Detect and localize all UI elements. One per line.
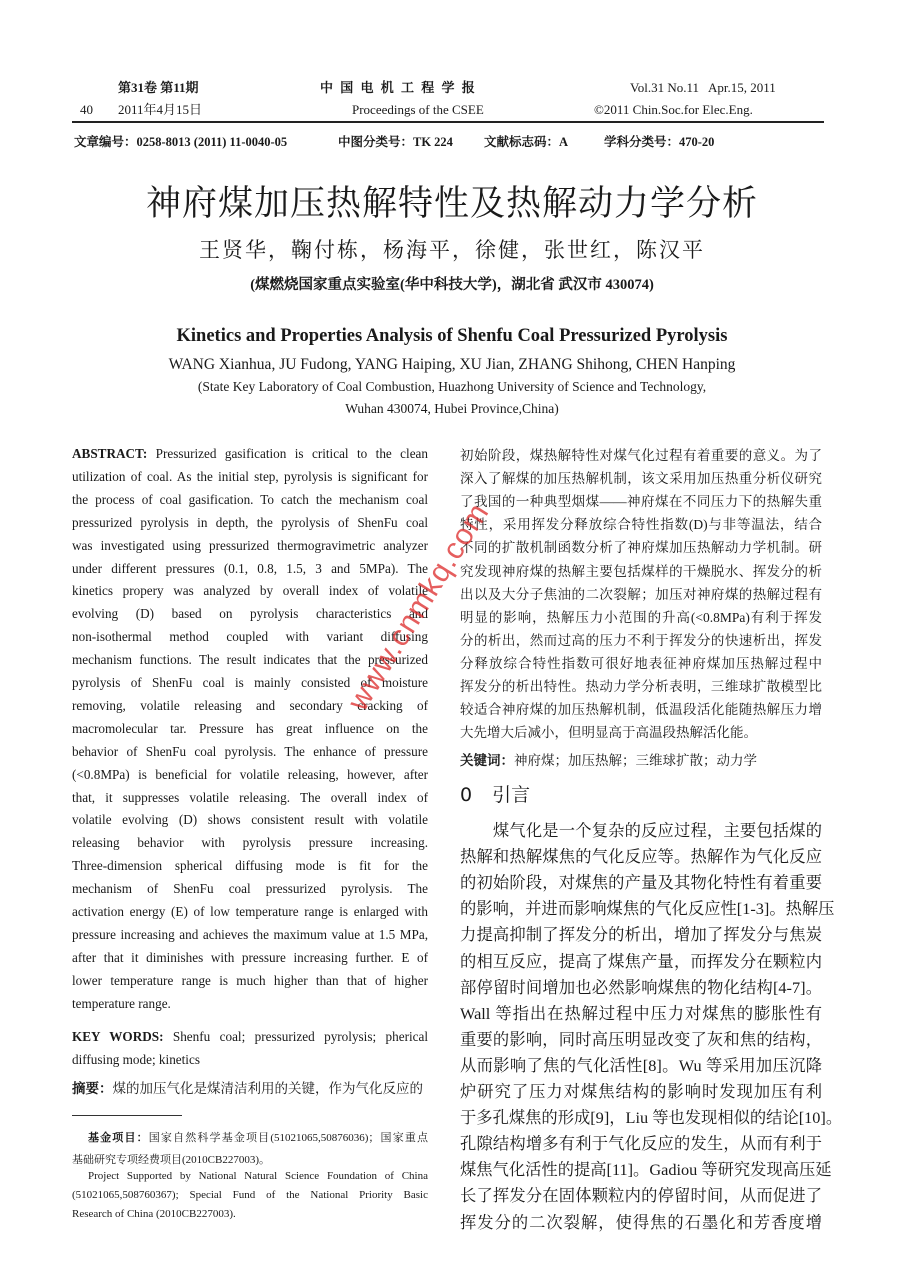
abstract-line: activation energy (E) of low temperature range is enlarged with xyxy=(72,904,428,919)
abstract-cn-line: 大先增大后减小，但明显高于高温段热解活化能。 xyxy=(460,725,757,741)
abstract-line: non-isothermal method coupled with variant diffusing xyxy=(72,629,428,645)
abstract-line: kinetics propery was analyzed by overall index of volatile xyxy=(72,583,428,599)
title-cn: 神府煤加压热解特性及热解动力学分析 xyxy=(145,184,758,223)
abstract-line: mechanism functions. The result indicates that the pressurized xyxy=(72,652,428,668)
footnote-line: Research of China (2010CB227003). xyxy=(72,1208,236,1220)
abstract-cn-line: 不同的扩散机制函数分析了神府煤加压热解动力学机制。研 xyxy=(460,540,822,556)
keywords-cn-text: 神府煤；加压热解；三维球扩散；动力学 xyxy=(514,753,757,768)
journal-name-cn: 中 国 电 机 工 程 学 报 xyxy=(320,80,477,95)
abstract-line: under different pressures (0.1, 0.8, 1.5, 3 and 5MPa). The xyxy=(72,560,428,576)
intro-line: 从而影响了焦的气化活性[8]。Wu 等采用加压沉降 xyxy=(460,1055,822,1075)
abstract-line: (<0.8MPa) is beneficial for volatile releasing, however, after xyxy=(72,766,428,782)
footnote-rule xyxy=(72,1115,182,1116)
abstract-cn-line: 分的析出，然而过高的压力不利于挥发分的快速析出，挥发 xyxy=(460,632,822,648)
section-heading xyxy=(460,780,530,807)
footnote-label: 基金项目： xyxy=(88,1132,149,1144)
header-rule xyxy=(72,121,824,123)
footnote-line xyxy=(88,1129,428,1145)
abstract-line: the process of coal gasification. To catch the mechanism coal xyxy=(72,491,428,507)
abstract-label: ABSTRACT: xyxy=(72,446,148,461)
abstract-cn-line: 出以及大分子焦油的二次裂解；加压对神府煤的热解过程有 xyxy=(460,586,822,602)
intro-line: 部停留时间增加也必然影响煤焦的物化结构[4-7]。 xyxy=(460,977,822,997)
keywords-line xyxy=(72,1029,428,1045)
footnote-line: Project Supported by National Natural Science Foundation of China xyxy=(88,1170,428,1182)
footnote-line: 基础研究专项经费项目(2010CB227003)。 xyxy=(72,1154,270,1166)
intro-line: 煤气化是一个复杂的反应过程，主要包括煤的 xyxy=(460,821,822,840)
abstract-cn-line: 究发现神府煤的热解主要包括煤样的干燥脱水、挥发分的析 xyxy=(460,563,822,579)
keywords-text: Shenfu coal; pressurized pyrolysis; pherical xyxy=(163,1029,428,1044)
abstract-line: volatile evolving (D) shows consistent result with volatile xyxy=(72,812,428,828)
abstract-line: mechanism of ShenFu coal pressurized pyrolysis. The xyxy=(72,881,428,897)
abstract-line: after that it diminishes with pressure increasing further. E of xyxy=(72,949,428,965)
abstract-cn-first-line xyxy=(72,1077,428,1097)
intro-line: 挥发分的二次裂解，使得焦的石墨化和芳香度增 xyxy=(460,1212,822,1232)
abstract-cn-label: 摘要： xyxy=(72,1081,113,1096)
section-number: 0 xyxy=(460,784,473,806)
affiliation-en-line: Wuhan 430074, Hubei Province,China) xyxy=(345,401,559,416)
abstract-cn-line: 了我国的一种典型烟煤——神府煤在不同压力下的热解失重 xyxy=(460,494,822,510)
intro-line: 重要的影响，同时高压明显改变了灰和焦的结构， xyxy=(460,1029,822,1049)
keywords-cn-label: 关键词： xyxy=(460,753,514,768)
abstract-line xyxy=(72,446,428,462)
keywords-cn xyxy=(460,749,822,769)
authors-en: WANG Xianhua, JU Fudong, YANG Haiping, XU Jian, ZHANG Shihong, CHEN Hanping xyxy=(168,356,736,373)
intro-line: 长了挥发分在固体颗粒内的停留时间，从而促进了 xyxy=(460,1186,822,1206)
abstract-line: lower temperature range is much higher than that of higher xyxy=(72,972,428,988)
abstract-line: pressure increasing and achieves the maximum value at 1.5 MPa, xyxy=(72,926,428,942)
affiliation-cn: (煤燃烧国家重点实验室(华中科技大学)，湖北省 武汉市 430074) xyxy=(250,277,654,293)
abstract-line: pyrolysis of ShenFu coal is mainly consisted of moisture xyxy=(72,675,428,690)
abstract-line: behavior of ShenFu coal pyrolysis. The enhance of pressure xyxy=(72,743,428,759)
intro-line: 的初始阶段，对煤焦的产量及其物化特性有着重要 xyxy=(460,873,822,893)
abstract-cn-line: 深入了解煤的加压热解机制，该文采用加压热重分析仪研究 xyxy=(460,471,822,487)
abstract-line: was investigated using pressurized thermogravimetric analyzer xyxy=(72,537,428,553)
date-cn: 2011年4月15日 xyxy=(118,102,203,117)
volume-issue-en: Vol.31 No.11 Apr.15, 2011 xyxy=(630,80,776,95)
intro-line: 孔隙结构增多有利于气化反应的发生，从而有利于 xyxy=(460,1134,822,1154)
subject-code: 学科分类号：470-20 xyxy=(604,135,715,149)
footnote-text: 国家自然科学基金项目(51021065,50876036)；国家重点 xyxy=(148,1132,429,1144)
abstract-cn-line: 初始阶段，煤热解特性对煤气化过程有着重要的意义。为了 xyxy=(460,448,822,463)
volume-issue-cn: 第31卷 第11期 xyxy=(118,80,199,95)
intro-line: 热解和热解煤焦的气化反应等。热解作为气化反应 xyxy=(460,847,822,867)
abstract-line: releasing behavior with pyrolysis pressure increasing. xyxy=(72,835,428,851)
abstract-text: Pressurized gasification is critical to the clean xyxy=(147,446,428,461)
abstract-line: Three-dimension spherical diffusing mode is fit for the xyxy=(72,858,428,874)
abstract-line: evolving (D) based on pyrolysis characteristics and xyxy=(72,606,428,622)
affiliation-en-line: (State Key Laboratory of Coal Combustion, Huazhong University of Science and Technology, xyxy=(197,379,707,394)
section-title: 引言 xyxy=(492,784,531,806)
title-en: Kinetics and Properties Analysis of Shenfu Coal Pressurized Pyrolysis xyxy=(176,326,728,346)
abstract-line: pressurized pyrolysis in depth, the pyrolysis of ShenFu coal xyxy=(72,514,428,530)
keywords-label: KEY WORDS: xyxy=(72,1029,164,1044)
keywords-line: diffusing mode; kinetics xyxy=(72,1052,200,1067)
intro-line: 的影响，并进而影响煤焦的气化反应性[1-3]。热解压 xyxy=(460,899,835,919)
abstract-line: macromolecular tar. Pressure has great influence on the xyxy=(72,720,428,736)
document-code: 文献标志码：A xyxy=(484,135,569,149)
intro-line: 的相互反应，提高了煤焦产量，而挥发分在颗粒内 xyxy=(460,951,822,971)
abstract-cn-line: 挥发分的析出特性。热动力学分析表明，三维球扩散模型比 xyxy=(460,679,822,694)
watermark: www.cnmkq.com xyxy=(341,497,496,717)
abstract-line: that, it suppresses volatile releasing. The overall index of xyxy=(72,789,428,805)
abstract-cn-text: 煤的加压气化是煤清洁利用的关键，作为气化反应的 xyxy=(112,1081,423,1096)
abstract-cn-line: 分释放综合特性指数可很好地表征神府煤加压热解过程中 xyxy=(460,655,822,671)
intro-line: 于多孔煤焦的形成[9]，Liu 等也发现相似的结论[10]。 xyxy=(460,1108,843,1128)
abstract-line: removing, volatile releasing and secondary cracking of xyxy=(72,697,428,713)
intro-line: Wall 等指出在热解过程中压力对煤焦的膨胀性有 xyxy=(460,1003,822,1023)
copyright: ©2011 Chin.Soc.for Elec.Eng. xyxy=(594,102,753,117)
abstract-cn-line: 较适合神府煤的加压热解机制，低温段活化能随热解压力增 xyxy=(460,702,822,718)
intro-line: 炉研究了压力对煤焦结构的影响时发现加压有利 xyxy=(460,1082,822,1101)
clc-number: 中图分类号：TK 224 xyxy=(338,135,453,149)
abstract-line: utilization of coal. As the initial step, pyrolysis is significant for xyxy=(72,468,428,484)
page-number: 40 xyxy=(80,102,93,117)
journal-name-en: Proceedings of the CSEE xyxy=(352,102,484,117)
footnote-line: (51021065,508760367); Special Fund of the National Priority Basic xyxy=(72,1189,428,1201)
abstract-line: temperature range. xyxy=(72,995,171,1011)
intro-line: 力提高抑制了挥发分的析出，增加了挥发分与焦炭 xyxy=(460,925,822,945)
abstract-cn-line: 特性，采用挥发分释放综合特性指数(D)与非等温法，结合 xyxy=(460,517,822,533)
article-number: 文章编号：0258-8013 (2011) 11-0040-05 xyxy=(74,135,288,149)
intro-line: 煤焦气化活性的提高[11]。Gadiou 等研究发现高压延 xyxy=(460,1160,832,1180)
authors-cn: 王贤华，鞠付栋，杨海平，徐健，张世红，陈汉平 xyxy=(199,238,705,262)
abstract-cn-line: 明显的影响，热解压力小范围的升高(<0.8MPa)有利于挥发 xyxy=(460,609,822,625)
